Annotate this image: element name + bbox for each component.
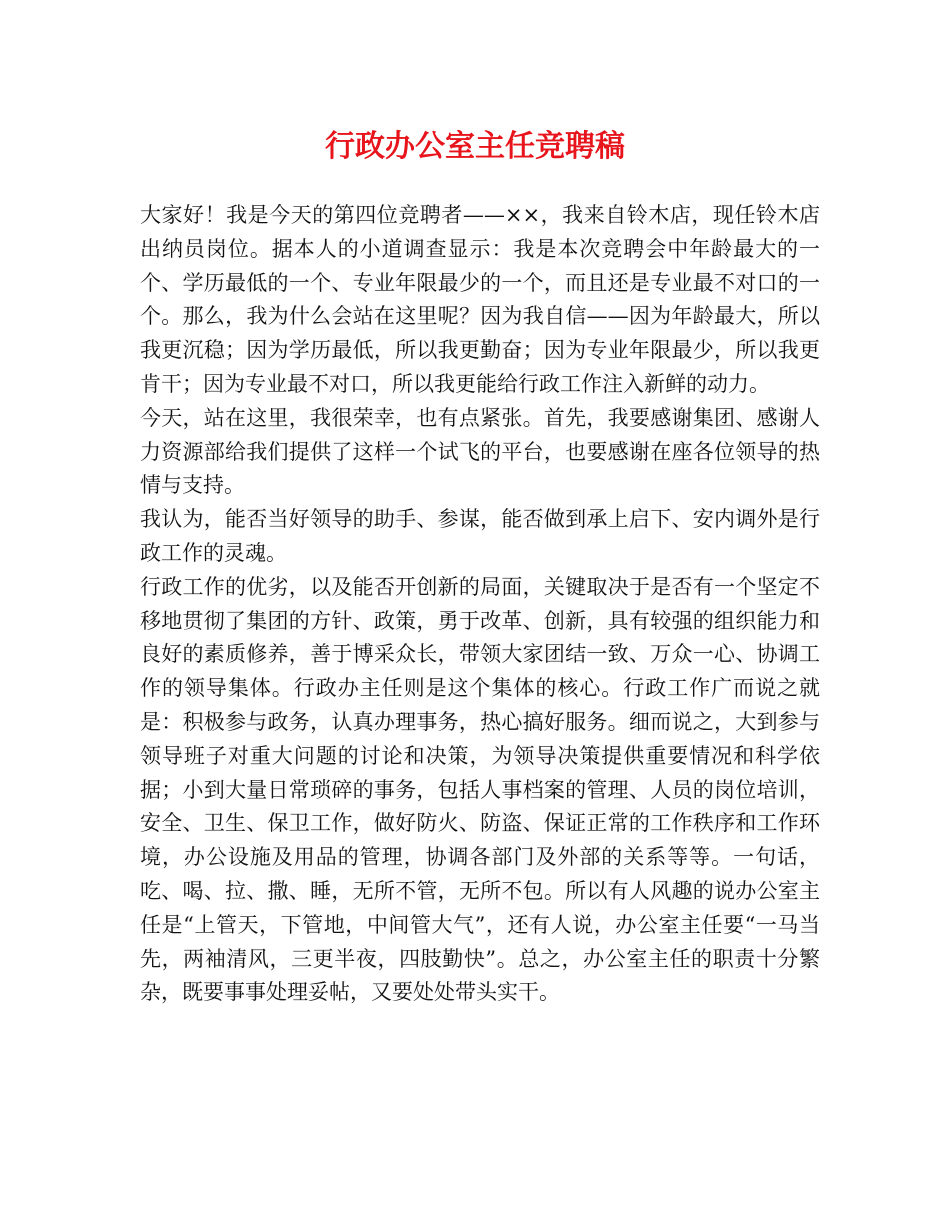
paragraph-thanks: 今天，站在这里，我很荣幸，也有点紧张。首先，我要感谢集团、感谢人力资源部给我们提供了这样一个试飞的平台，也要感谢在座各位领导的热情与支持。	[140, 405, 820, 498]
paragraph-intro: 大家好！我是今天的第四位竞聘者——××，我来自铃木店，现任铃木店出纳员岗位。据本人的小道调查显示：我是本次竞聘会中年龄最大的一个、学历最低的一个、专业年限最少的一个，而且还是专业最不对口的一个。那么，我为什么会站在这里呢？因为我自信——因为年龄最大，所以我更沉稳；因为学历最低，所以我更勤奋；因为专业年限最少，所以我更肯干；因为专业最不对口，所以我更能给行政工作注入新鲜的动力。	[140, 203, 820, 396]
paragraph-duties: 行政工作的优劣，以及能否开创新的局面，关键取决于是否有一个坚定不移地贯彻了集团的方针、政策，勇于改革、创新，具有较强的组织能力和良好的素质修养，善于博采众长，带领大家团结一致、万众一心、协调工作的领导集体。行政办主任则是这个集体的核心。行政工作广而说之就是：积极参与政务，认真办理事务，热心搞好服务。细而说之，大到参与领导班子对重大问题的讨论和决策，为领导决策提供重要情况和科学依据；小到大量日常琐碎的事务，包括人事档案的管理、人员的岗位培训，安全、卫生、保卫工作，做好防火、防盗、保证正常的工作秩序和工作环境，办公设施及用品的管理，协调各部门及外部的关系等等。一句话，吃、喝、拉、撒、睡，无所不管，无所不包。所以有人风趣的说办公室主任是“上管天，下管地，中间管大气”，还有人说，办公室主任要“一马当先，两袖清风，三更半夜，四肢勤快”。总之，办公室主任的职责十分繁杂，既要事事处理妥帖，又要处处带头实干。	[140, 574, 820, 1005]
document-body	[140, 199, 820, 1010]
page-title: 行政办公室主任竞聘稿	[325, 129, 625, 164]
paragraph-opinion: 我认为，能否当好领导的助手、参谋，能否做到承上启下、安内调外是行政工作的灵魂。	[140, 507, 820, 565]
